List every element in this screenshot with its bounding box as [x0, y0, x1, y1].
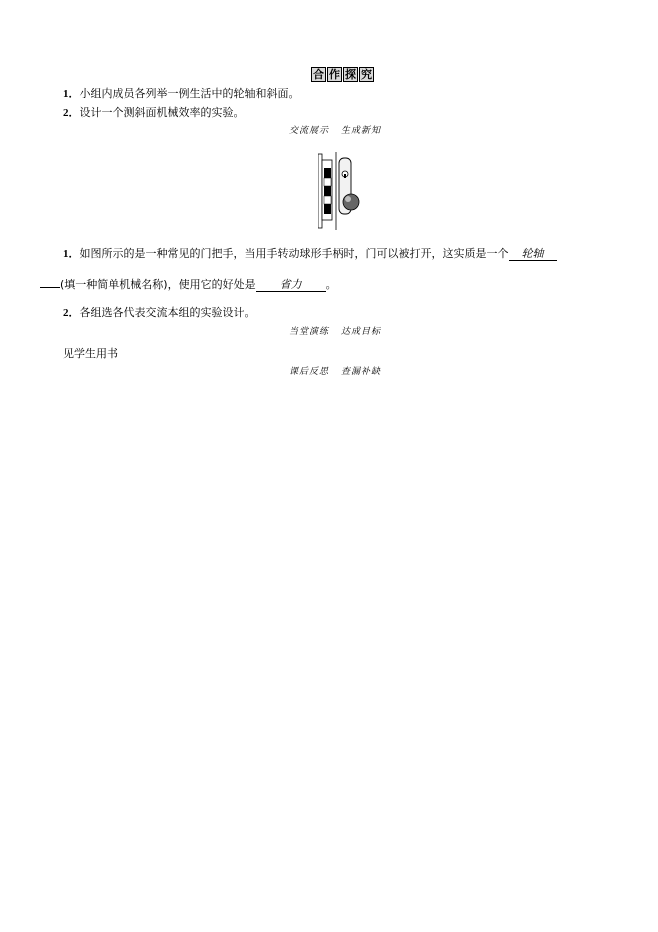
- subheading-right: 生成新知: [341, 126, 382, 136]
- practice-text: 见学生用书: [63, 347, 118, 360]
- reflection-subheading: [289, 367, 381, 378]
- cooperation-item-2: [63, 106, 245, 120]
- section-title-char: 探: [345, 68, 356, 81]
- door-handle-icon: [318, 152, 366, 230]
- answer-blank-1: 轮轴: [509, 247, 557, 261]
- section-title-char: 究: [361, 68, 372, 81]
- door-handle-figure: [318, 152, 366, 230]
- answer-blank-2: 省力: [256, 278, 326, 292]
- question-text: 如图所示的是一种常见的门把手，当用手转动球形手柄时，门可以被打开，这实质是一个: [79, 247, 509, 260]
- exchange-question-1-line-1: [63, 247, 557, 261]
- question-text: 各组选各代表交流本组的实验设计。: [79, 306, 256, 319]
- practice-subheading: [289, 327, 381, 338]
- cooperation-item-1: [63, 87, 300, 101]
- subheading-left: 交流展示: [289, 126, 330, 136]
- exchange-question-1-line-2: [40, 278, 337, 292]
- section-title-char: 合: [313, 68, 324, 81]
- item-number: 1．: [63, 88, 80, 100]
- question-end: 。: [325, 278, 337, 291]
- section-title: [311, 67, 375, 82]
- subheading-left: 课后反思: [289, 367, 330, 377]
- subheading-left: 当堂演练: [289, 327, 330, 337]
- item-number: 2．: [63, 107, 80, 119]
- answer-blank-1-continuation: [40, 287, 60, 288]
- subheading-right: 查漏补缺: [341, 367, 382, 377]
- exchange-subheading: [289, 126, 381, 137]
- item-text: 设计一个测斜面机械效率的实验。: [79, 106, 245, 119]
- question-text: (填一种简单机械名称)，使用它的好处是: [60, 278, 256, 291]
- exchange-question-2: [63, 306, 256, 320]
- section-title-char: 作: [329, 68, 340, 81]
- item-number: 1．: [63, 248, 80, 260]
- item-text: 小组内成员各列举一例生活中的轮轴和斜面。: [79, 87, 300, 100]
- item-number: 2．: [63, 307, 80, 319]
- subheading-right: 达成目标: [341, 327, 382, 337]
